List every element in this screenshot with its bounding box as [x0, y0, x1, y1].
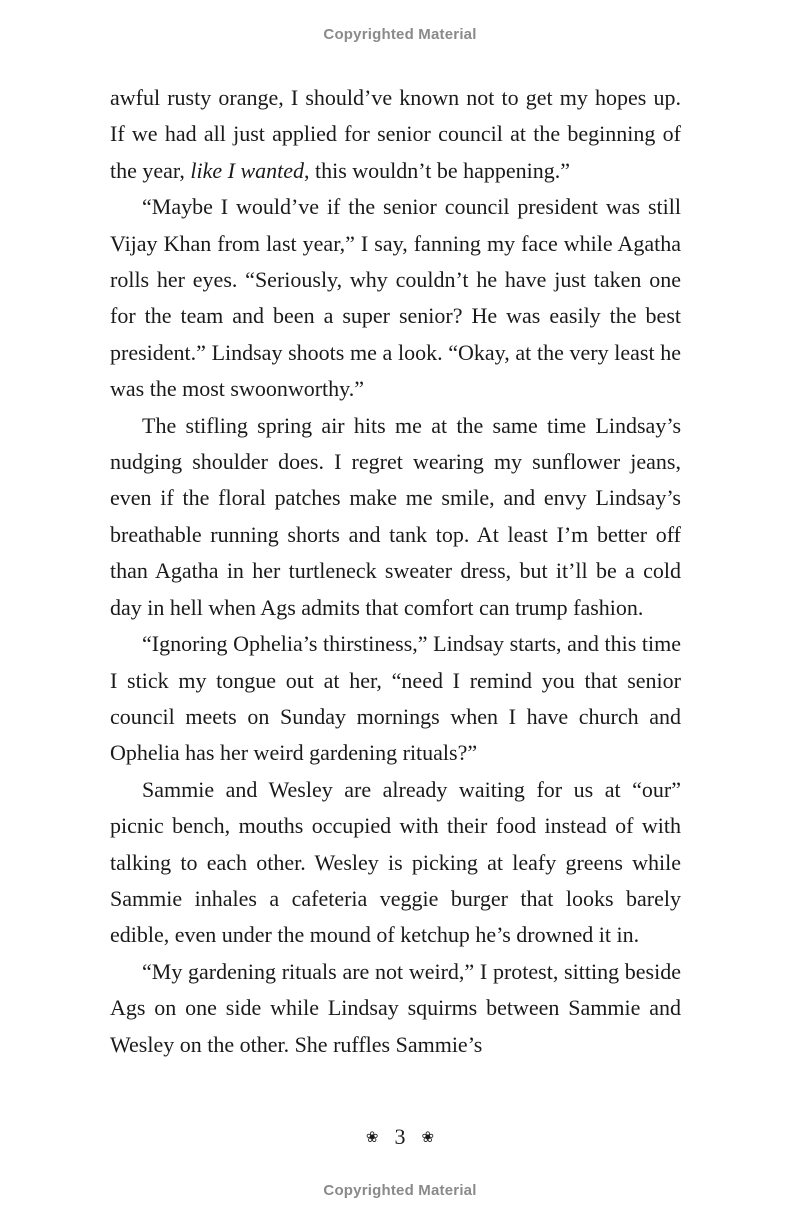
paragraph-1-text-b: , this wouldn’t be happening.” [304, 157, 570, 183]
paragraph-6: “My gardening rituals are not weird,” I protest, sitting beside Ags on one side while Lindsay squirms between Sammie and Wesley on the other. She ruffles Sammie’s [110, 958, 681, 1057]
paragraph-1-text-a: awful rusty orange, I should’ve known not to get my hopes up. If we had all just applied for senior council at the beginning of the year, [110, 85, 681, 183]
paragraph-3: The stifling spring air hits me at the same time Lindsay’s nudging shoulder does. I regret wearing my sunflower jeans, even if the floral patches make me smile, and envy Lindsay’s breathable running shorts and tank top. At least I’m better off than Agatha in her turtleneck sweater dress, but it’ll be a cold day in hell when Ags admits that comfort can trump fashion. [110, 412, 681, 620]
paragraph-1-italic: like I wanted [190, 157, 304, 183]
page-number: 3 [394, 1124, 406, 1149]
flower-ornament-icon: ❀ [365, 1130, 379, 1146]
paragraph-4: “Ignoring Ophelia’s thirstiness,” Lindsay starts, and this time I stick my tongue out at her, “need I remind you that senior council meets on Sunday mornings when I have church and Ophelia has her weird gardening rituals?” [110, 631, 681, 766]
paragraph-1 [110, 80, 681, 189]
flower-ornament-icon: ❀ [421, 1130, 435, 1146]
copyright-watermark-bottom: Copyrighted Material [323, 1182, 477, 1199]
copyright-watermark-top: Copyrighted Material [323, 26, 477, 43]
paragraph-5: Sammie and Wesley are already waiting for us at “our” picnic bench, mouths occupied with their food instead of with talking to each other. Wesley is picking at leafy greens while Sammie inhales a cafeteria veggie burger that looks barely edible, even under the mound of ketchup he’s drowned it in. [110, 776, 681, 948]
page-body [110, 80, 681, 1063]
page-folio [0, 1124, 800, 1150]
paragraph-2: “Maybe I would’ve if the senior council president was still Vijay Khan from last year,” I say, fanning my face while Agatha rolls her eyes. “Seriously, why couldn’t he have just taken one for the team and been a super senior? He was easily the best president.” Lindsay shoots me a look. “Okay, at the very least he was the most swoonworthy.” [110, 194, 681, 402]
